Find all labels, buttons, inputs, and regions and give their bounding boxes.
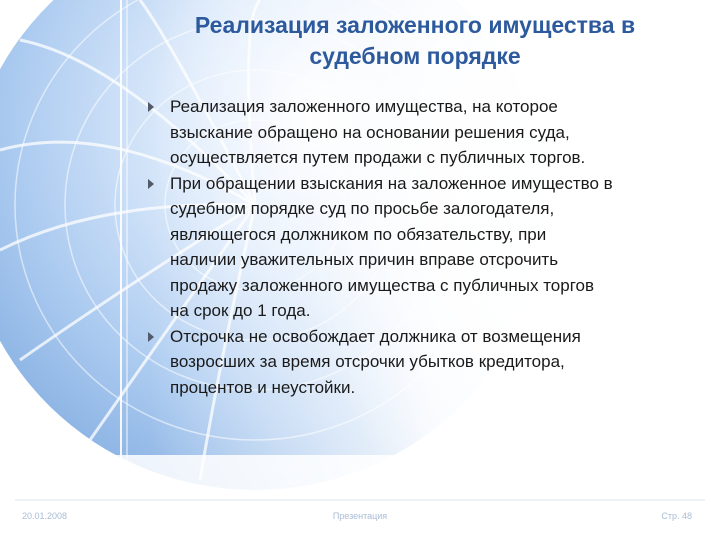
slide-title (130, 10, 700, 72)
bullet-item-2 (148, 171, 693, 324)
bullet-list (148, 94, 693, 400)
bullet-2-line-5: продажу заложенного имущества с публичных торгов (170, 275, 595, 295)
bullet-1-line-3: осуществляется путем продажи с публичных торгов. (170, 148, 586, 167)
bullet-item-3 (148, 324, 693, 401)
bullet-3-line-3: процентов и неустойки. (170, 377, 356, 397)
triangle-bullet-icon (148, 179, 154, 189)
footer-presentation-label: Презентация (332, 511, 388, 521)
bullet-2-line-1: При обращении взыскания на заложенное имущество в (170, 173, 613, 193)
footer-page-number: Стр. 48 (661, 511, 692, 521)
slide-title-line-1: Реализация заложенного имущества в (194, 12, 636, 38)
bullet-3-line-1: Отсрочка не освобождает должника от возмещения (170, 326, 581, 346)
bullet-1-line-1: Реализация заложенного имущества, на которое (170, 97, 558, 116)
triangle-bullet-icon (148, 332, 154, 342)
bullet-2-line-4: наличии уважительных причин вправе отсрочить (170, 250, 559, 269)
bullet-1-line-2: взыскание обращено на основании решения суда, (170, 122, 570, 142)
bullet-item-1 (148, 94, 693, 171)
bullet-3-line-2: возросших за время отсрочки убытков кредитора, (170, 352, 565, 371)
footer-date: 20.01.2008 (22, 511, 68, 521)
bullet-2-line-2: судебном порядке суд по просьбе залогодателя, (170, 199, 555, 218)
bullet-2-line-6: на срок до 1 года. (170, 301, 311, 320)
bullet-2-line-3: являющегося должником по обязательству, при (170, 224, 547, 244)
slide-title-line-2: судебном порядке (309, 43, 521, 69)
triangle-bullet-icon (148, 102, 154, 112)
